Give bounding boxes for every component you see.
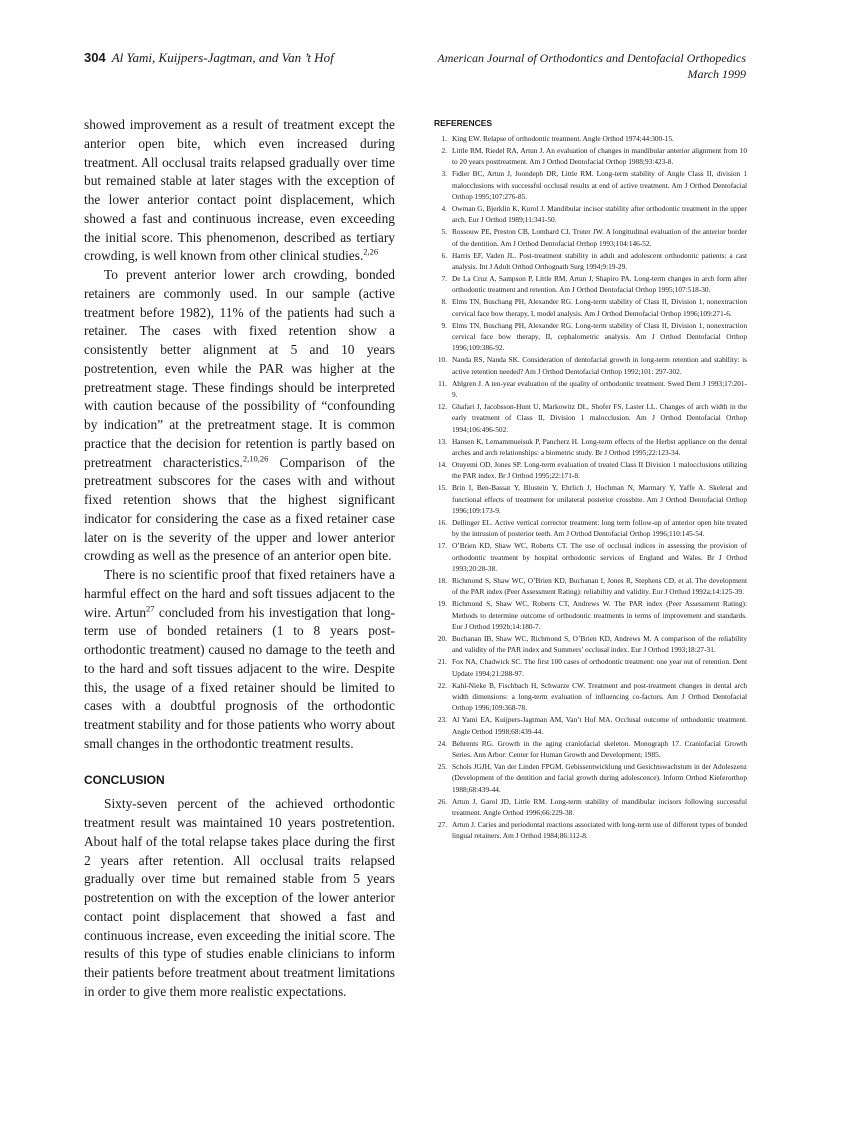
reference-number: 17.	[437, 541, 447, 551]
references-column	[434, 118, 747, 842]
reference-text: O’Brien KD, Shaw WC, Roberts CT. The use of occlusal indices in assessing the provision of orthodontic treatment by hospital orthodontic services of England and Wales. Br J Orthod 1993;20:28-38.	[452, 541, 747, 574]
reference-text: Harris EF, Vaden JL. Post-treatment stability in adult and adolescent orthodontic patients: a cast analysis. Int J Adult Orthod Orthognath Surg 1994;9:19-29.	[452, 250, 747, 271]
reference-number: 14.	[437, 459, 447, 469]
reference-text: Fidler BC, Artun J, Joondeph DR, Little RM. Long-term stability of Angle Class II, division 1 malocclusions with successful occlusal results at end of active treatment. Am J Orthod Dentofacial Orthop 1995;107:276-85.	[452, 169, 747, 202]
reference-item	[434, 714, 747, 737]
reference-number: 6.	[441, 250, 447, 260]
reference-item	[434, 482, 747, 516]
page-number: 304	[84, 50, 106, 65]
reference-number: 19.	[437, 599, 447, 609]
reference-number: 27.	[437, 819, 447, 829]
reference-item	[434, 517, 747, 540]
authors: Al Yami, Kuijpers-Jagtman, and Van ’t Hof	[111, 50, 334, 65]
reference-item	[434, 680, 747, 714]
reference-item	[434, 296, 747, 319]
body-paragraph	[84, 266, 395, 566]
reference-number: 8.	[441, 297, 447, 307]
reference-number: 26.	[437, 796, 447, 806]
reference-text: Schols JGJH, Van der Linden FPGM. Gebissentwicklung und Gesichtswachstum in der Adoleszenz (Development of the dentition and facial growth during adolescence). Inform Orthod Kieferorthop 1988;68:439-44.	[452, 761, 747, 794]
reference-text: Elms TN, Buschang PH, Alexander RG. Long-term stability of Class II, Division 1, nonextraction cervical face bow therapy, II, cephalometric analysis. Am J Orthod Dentofacial Orthop 1996;109:386-92.	[452, 320, 747, 353]
reference-item	[434, 738, 747, 761]
citation-superscript: 2,10,26	[242, 453, 269, 464]
reference-text: Elms TN, Buschang PH, Alexander RG. Long-term stability of Class II, Division 1, nonextraction cervical face bow therapy, I, model analysis. Am J Orthod Dentofacial Orthop 1996;109:271-6.	[452, 297, 747, 318]
reference-text: Richmond S, Shaw WC, Roberts CT, Andrews W. The PAR index (Peer Assessment Rating): Methods to determine outcome of orthodontic treatments in terms of improvement and standards. Eur J Orthod 1992b;14:180-7.	[452, 599, 747, 632]
reference-item	[434, 203, 747, 226]
reference-number: 9.	[441, 320, 447, 330]
reference-number: 22.	[437, 680, 447, 690]
conclusion-heading: CONCLUSION	[84, 772, 165, 787]
running-header-left	[84, 50, 334, 66]
reference-text: Artun J, Garol JD, Little RM. Long-term stability of mandibular incisors following successful treatment. Angle Orthod 1996;66:229-38.	[452, 796, 747, 818]
reference-item	[434, 145, 747, 168]
reference-number: 15.	[437, 483, 447, 493]
reference-number: 1.	[441, 134, 447, 143]
reference-item	[434, 273, 747, 296]
reference-text: Fox NA, Chadwick SC. The first 100 cases of orthodontic treatment: one year out of retention. Dent Update 1994;21:288-97.	[452, 657, 747, 678]
reference-text: Ahlgren J. A ten-year evaluation of the quality of orthodontic treatment. Swed Dent J 1993;17:201-9.	[452, 378, 747, 399]
reference-number: 4.	[441, 203, 447, 213]
reference-item	[434, 436, 747, 459]
reference-number: 13.	[437, 436, 447, 446]
issue-date: March 1999	[687, 67, 746, 81]
reference-text: Hansen K, Lemammueisuk P, Pancherz H. Long-term effects of the Herbst appliance on the dental arches and arch relationships: a biometric study. Br J Orthod 1995;22:123-34.	[452, 436, 747, 457]
body-paragraph	[84, 566, 395, 754]
paragraph-text: concluded from his investigation that long-term use of bonded retainers (1 to 8 years post-orthodontic treatment) caused no damage to the teeth and to the hard and soft tissues adjacent to the wire. Despite this, the usage of a fixed retainer should be limited to cases with a doubtful prognosis of the orthodontic treatment stability and for those patients who worry about small changes in the orthodontic treatment results.	[84, 604, 395, 751]
reference-number: 16.	[437, 517, 447, 527]
reference-item	[434, 819, 747, 842]
reference-text: Brin I, Ben-Bassat Y, Blustein Y, Ehrlich J, Hochman N, Marmary Y, Yaffe A. Skeletal and functional effects of treatment for unilateral posterior crossbite. Am J Orthod Dentofacial Orthop 1996;109:173-9.	[452, 483, 747, 515]
reference-text: Richmond S, Shaw WC, O’Brien KD, Buchanan I, Jones R, Stephens CD, et al. The development of the PAR index (Peer Assessment Rating): reliability and validity. Eur J Orthod 1992a;14:125-39.	[452, 575, 747, 597]
reference-number: 23.	[437, 715, 447, 725]
reference-text: Dellinger EL. Active vertical corrector treatment: long term follow-up of anterior open bite treated by the intrusion of posterior teeth. Am J Orthod Dentofacial Orthop 1996;110:145-54.	[452, 517, 747, 539]
discussion-text	[84, 116, 395, 754]
running-header-right	[437, 50, 746, 82]
reference-text: Rossouw PE, Preston CB, Lombard CJ, Truter JW. A longitudinal evaluation of the anterior border of the dentition. Am J Orthod Dentofacial Orthop 1993;104:146-52.	[452, 227, 747, 248]
reference-text: Buchanan IB, Shaw WC, Richmond S, O’Brien KD, Andrews M. A comparison of the reliability and validity of the PAR index and Summers’ occlusal index. Eur J Orthod 1993;18:27-31.	[452, 633, 747, 655]
reference-number: 5.	[441, 227, 447, 237]
journal-title: American Journal of Orthodontics and Dentofacial Orthopedics	[437, 51, 746, 65]
reference-item	[434, 354, 747, 377]
reference-item	[434, 459, 747, 482]
reference-item	[434, 320, 747, 354]
conclusion-paragraph: Sixty-seven percent of the achieved orthodontic treatment result was maintained 10 years postretention. About half of the total relapse takes place during the first 2 years after retention. All occlusal traits relapsed gradually over time but remained stable from 5 years postretention on with the exception of the lower anterior contact point displacement that showed a fast and continuous increase, even exceeding the initial score. The results of this type of studies enable clinicians to inform their patients before treatment about treatment limitations in order to give them more realistic expectations.	[84, 796, 395, 999]
reference-number: 10.	[437, 355, 447, 365]
reference-text: Little RM, Riedel RA, Artun J. An evaluation of changes in mandibular anterior alignment from 10 to 20 years posttreatment. Am J Orthod Dentofacial Orthop 1988;93:423-8.	[452, 145, 747, 167]
paragraph-text: Comparison of the pretreatment subscores for the cases with and without fixed retention shows that the highest significant indicator for considering the case as a fixed retainer case later on is the severity of the upper and lower anterior crowding as well as the presence of an anterior open bite.	[84, 454, 395, 564]
body-column	[84, 116, 395, 1002]
reference-item	[434, 250, 747, 273]
reference-number: 21.	[437, 657, 447, 667]
citation-superscript: 2,26	[363, 246, 379, 257]
reference-number: 24.	[437, 738, 447, 748]
reference-number: 20.	[437, 633, 447, 643]
reference-list	[434, 133, 747, 842]
body-paragraph	[84, 116, 395, 266]
reference-item	[434, 378, 747, 401]
reference-item	[434, 168, 747, 202]
reference-item	[434, 761, 747, 795]
reference-item	[434, 540, 747, 574]
reference-number: 12.	[437, 401, 447, 411]
reference-text: Behrents RG. Growth in the aging craniofacial skeleton. Monograph 17. Craniofacial Growth Series. Ann Arbor: Center for Human Growth and Development; 1985.	[452, 738, 747, 760]
reference-text: Nanda RS, Nanda SK. Consideration of dentofacial growth in long-term retention and stability: is active retention needed? Am J Orthod Dentofacial Orthop 1992;101: 297-302.	[452, 355, 747, 376]
paragraph-text: showed improvement as a result of treatment except the anterior open bite, which even increased during treatment. All occlusal traits relapsed gradually over time but remained stable at later stages with the exception of the lower anterior contact point displacement, which showed a fast and continuous increase, even exceeding the initial score. This phenomenon, described as tertiary crowding, is well known from other clinical studies.	[84, 117, 395, 264]
references-heading: REFERENCES	[434, 118, 493, 128]
reference-item	[434, 656, 747, 679]
reference-text: Ghafari J, Jacobsson-Hunt U, Markowitz DL, Shofer FS, Laster LL. Changes of arch width in the early treatment of Class II, Division 1 malocclusion. Am J Orthod Dentofacial Orthop 1994;106:496-502.	[452, 401, 747, 434]
reference-item	[434, 133, 747, 144]
paragraph-text: There is no scientific proof that fixed retainers have a harmful effect on the hard and soft tissues adjacent to the wire. Artun	[84, 567, 395, 620]
reference-number: 2.	[441, 145, 447, 155]
reference-number: 3.	[441, 169, 447, 179]
reference-number: 18.	[437, 575, 447, 585]
reference-item	[434, 598, 747, 632]
reference-text: King EW. Relapse of orthodontic treatment. Angle Orthod 1974;44:300-15.	[452, 134, 674, 143]
reference-text: Otuyemi OD, Jones SP. Long-term evaluation of treated Class II Division 1 malocclusions utilizing the PAR index. Br J Orthod 1995;22:171-8.	[452, 459, 747, 481]
reference-text: De La Cruz A, Sampson P, Little RM, Artun J, Shapiro PA. Long-term changes in arch form after orthodontic treatment and retention. Am J Orthod Dentofacial Orthop 1995;107:518-30.	[452, 273, 747, 295]
reference-item	[434, 796, 747, 819]
reference-text: Al Yami EA, Kuijpers-Jagtman AM, Van’t Hof MA. Occlusal outcome of orthodontic treatment. Angle Orthod 1998;68:439-44.	[452, 715, 747, 736]
reference-item	[434, 575, 747, 598]
reference-item	[434, 226, 747, 249]
citation-superscript: 27	[146, 603, 155, 614]
reference-number: 11.	[438, 378, 447, 388]
reference-text: Artun J. Caries and periodontal reactions associated with long-term use of different types of bonded lingual retainers. Am J Orthod 1984;86:112-8.	[452, 819, 747, 841]
reference-item	[434, 401, 747, 435]
reference-number: 25.	[437, 761, 447, 771]
reference-text: Owman G, Bjerklin K, Kurol J. Mandibular incisor stability after orthodontic treatment in the upper arch. Eur J Orthod 1989;11:341-50.	[452, 203, 747, 225]
reference-text: Kahl-Nieke B, Fischbach H, Schwarze CW. Treatment and post-treatment changes in dental arch width dimensions: a long-term evaluation of influencing co-factors. Am J Orthod Dentofacial Orthop 1996;109:368-78.	[452, 680, 747, 713]
reference-number: 7.	[441, 273, 447, 283]
reference-item	[434, 633, 747, 656]
paragraph-text: To prevent anterior lower arch crowding, bonded retainers are commonly used. In our sample (active treatment before 1982), 11% of the patients had such a retainer. The cases with fixed retention show a consistently better alignment at 5 and 10 years postretention, even while the PAR was higher at the pretreatment stage. These findings should be interpreted with caution because of the possibility of “confounding by indication” at the pretreatment stage. It is common practice that the decision for retention is partly based on pretreatment characteristics.	[84, 267, 395, 470]
